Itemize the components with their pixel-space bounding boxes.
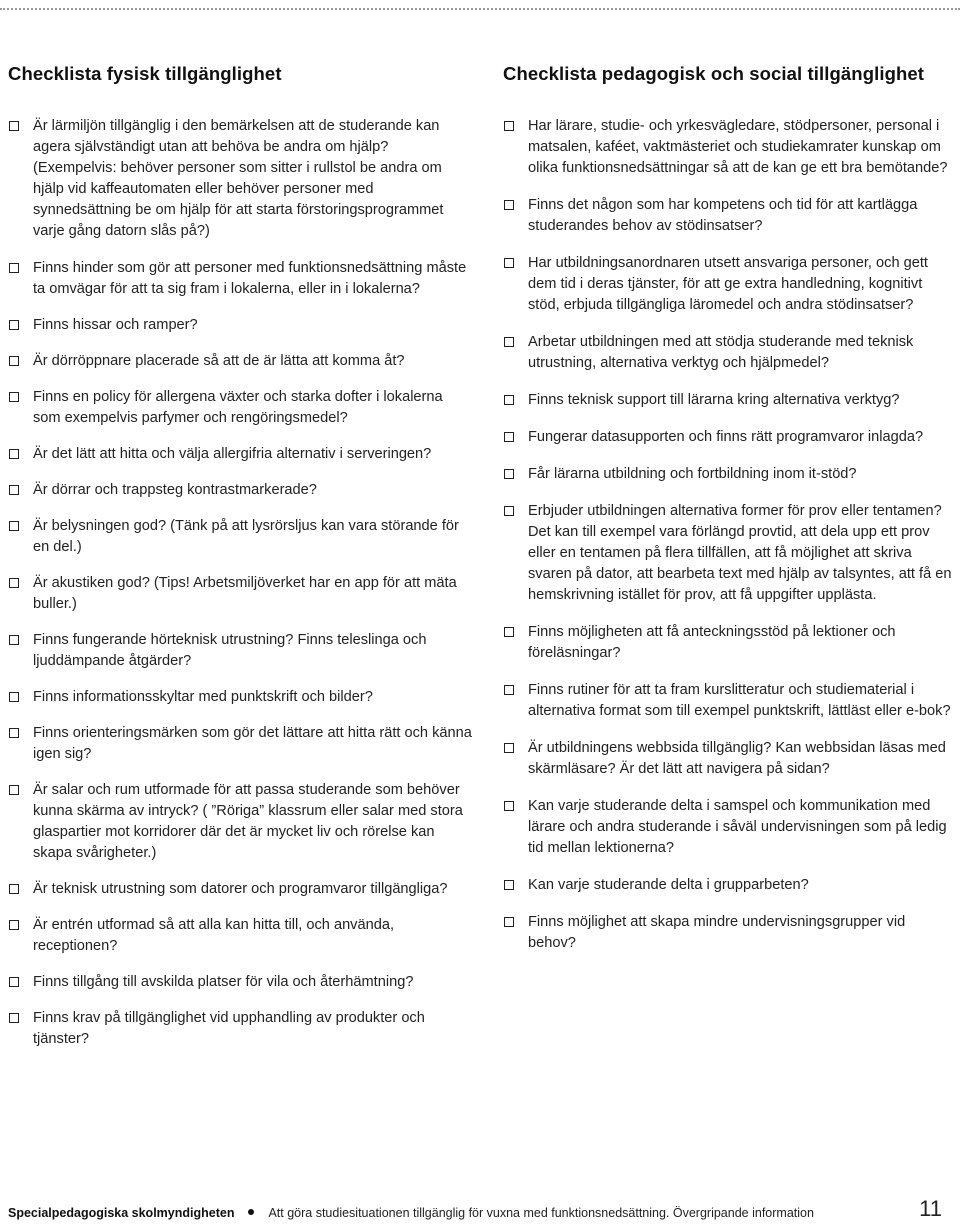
checkbox-icon[interactable] [9,977,19,987]
physical-checklist-item[interactable] [8,630,473,672]
footer-bullet-icon [248,1209,254,1215]
pedagogical-checklist-item[interactable] [503,464,953,485]
checklist-item-text: Är salar och rum utformade för att passa studerande som behöver kunna skärma av intryck? ( ”Röriga” klassrum eller salar med stora glaspartier mot korridorer där det är mycket liv och rörelse kan skapa svårigheter.) [33,782,463,861]
pedagogical-checklist-item[interactable] [503,116,953,179]
page-number: 11 [919,1196,942,1221]
checkbox-icon[interactable] [9,263,19,273]
checklist-item-text: Fungerar datasupporten och finns rätt programvaror inlagda? [528,429,924,445]
checkbox-icon[interactable] [9,635,19,645]
physical-checklist-item[interactable] [8,387,473,429]
checklist-item-text: Finns tillgång till avskilda platser för vila och återhämtning? [33,974,414,990]
checkbox-icon[interactable] [504,685,514,695]
checklist-item-text: Finns rutiner för att ta fram kurslitteratur och studiematerial i alternativa format som till exempel punktskrift, lättläst eller e-bok? [528,682,951,719]
pedagogical-checklist-item[interactable] [503,332,953,374]
pedagogical-checklist-item[interactable] [503,875,953,896]
checkbox-icon[interactable] [9,578,19,588]
pedagogical-checklist-item[interactable] [503,195,953,237]
pedagogical-checklist-item[interactable] [503,390,953,411]
checklist-item-text: Finns en policy för allergena växter och starka dofter i lokalerna som exempelvis parfymer och rengöringsmedel? [33,389,443,426]
physical-checklist-item[interactable] [8,116,473,242]
physical-checklist-item[interactable] [8,480,473,501]
pedagogical-checklist-item[interactable] [503,622,953,664]
physical-checklist-items [8,116,473,1050]
checklist-item-text: Är entrén utformad så att alla kan hitta till, och använda, receptionen? [33,917,394,954]
physical-checklist-item[interactable] [8,444,473,465]
pedagogical-social-checklist [503,60,953,970]
checklist-item-text: Finns möjligheten att få anteckningsstöd på lektioner och föreläsningar? [528,624,896,661]
footer-organization: Specialpedagogiska skolmyndigheten [8,1206,235,1220]
checkbox-icon[interactable] [504,917,514,927]
physical-checklist-title: Checklista fysisk tillgänglighet [8,63,282,84]
checkbox-icon[interactable] [9,449,19,459]
checkbox-icon[interactable] [504,258,514,268]
physical-checklist-item[interactable] [8,315,473,336]
physical-checklist-item[interactable] [8,258,473,300]
checklist-item-text: Är dörrar och trappsteg kontrastmarkerade? [33,482,317,498]
checkbox-icon[interactable] [9,320,19,330]
checklist-item-text: Är det lätt att hitta och välja allergifria alternativ i serveringen? [33,446,432,462]
pedagogical-checklist-item[interactable] [503,796,953,859]
checklist-item-text: Finns teknisk support till lärarna kring alternativa verktyg? [528,392,900,408]
checklist-item-text: Finns hinder som gör att personer med funktionsnedsättning måste ta omvägar för att ta sig fram i lokalerna, eller in i lokalerna? [33,260,467,297]
physical-checklist-item[interactable] [8,1008,473,1050]
checklist-item-text: Finns fungerande hörteknisk utrustning? Finns teleslinga och ljuddämpande åtgärder? [33,632,427,669]
checkbox-icon[interactable] [9,920,19,930]
checklist-item-text: Är lärmiljön tillgänglig i den bemärkelsen att de studerande kan agera självständigt utan att behöva be andra om hjälp? (Exempelvis: behöver personer som sitter i rullstol be andra om hjälp vid kaffeautomaten eller behöver personer med synnedsättning be om hjälp för att starta förstoringsprogrammet varje gång datorn slås på?) [33,118,444,239]
checklist-item-text: Är dörröppnare placerade så att de är lätta att komma åt? [33,353,405,369]
checklist-item-text: Får lärarna utbildning och fortbildning inom it-stöd? [528,466,857,482]
pedagogical-checklist-item[interactable] [503,912,953,954]
checkbox-icon[interactable] [9,485,19,495]
physical-checklist-item[interactable] [8,915,473,957]
checklist-item-text: Är akustiken god? (Tips! Arbetsmiljöverket har en app för att mäta buller.) [33,575,457,612]
checkbox-icon[interactable] [504,743,514,753]
physical-checklist-item[interactable] [8,687,473,708]
checkbox-icon[interactable] [504,432,514,442]
checkbox-icon[interactable] [9,392,19,402]
checklist-item-text: Arbetar utbildningen med att stödja studerande med teknisk utrustning, alternativa verktyg och hjälpmedel? [528,334,914,371]
checklist-item-text: Erbjuder utbildningen alternativa former för prov eller tentamen? Det kan till exempel vara förlängd provtid, att dela upp ett prov eller en tentamen på flera tillfällen, att få möjlighet att skriva svaren på dator, att bearbeta text med hjälp av talsyntes, att få en hemskrivning istället för prov, att få uppgifter upplästa. [528,503,952,603]
footer-document-title: Att göra studiesituationen tillgänglig för vuxna med funktionsnedsättning. Övergripande information [268,1206,814,1220]
pedagogical-checklist-item[interactable] [503,501,953,606]
physical-checklist-item[interactable] [8,516,473,558]
physical-checklist-item[interactable] [8,351,473,372]
checkbox-icon[interactable] [9,521,19,531]
checkbox-icon[interactable] [9,1013,19,1023]
checkbox-icon[interactable] [504,627,514,637]
checklist-item-text: Är utbildningens webbsida tillgänglig? Kan webbsidan läsas med skärmläsare? Är det lätt att navigera på sidan? [528,740,946,777]
checkbox-icon[interactable] [504,801,514,811]
checkbox-icon[interactable] [9,728,19,738]
checklist-item-text: Finns informationsskyltar med punktskrift och bilder? [33,689,373,705]
top-dotted-rule [0,0,960,10]
checklist-item-text: Har utbildningsanordnaren utsett ansvariga personer, och gett dem tid i deras tjänster, för att ge extra handledning, kognitivt stöd, erbjuda tillgängliga läromedel och andra stödinsatser? [528,255,928,313]
pedagogical-checklist-item[interactable] [503,738,953,780]
checklist-item-text: Kan varje studerande delta i grupparbeten? [528,877,809,893]
checkbox-icon[interactable] [504,469,514,479]
checklist-item-text: Finns krav på tillgänglighet vid upphandling av produkter och tjänster? [33,1010,425,1047]
checklist-item-text: Finns hissar och ramper? [33,317,198,333]
checkbox-icon[interactable] [504,506,514,516]
checklist-item-text: Finns orienteringsmärken som gör det lättare att hitta rätt och känna igen sig? [33,725,472,762]
checklist-item-text: Är belysningen god? (Tänk på att lysrörsljus kan vara störande för en del.) [33,518,459,555]
pedagogical-checklist-title: Checklista pedagogisk och social tillgänglighet [503,63,925,84]
pedagogical-checklist-item[interactable] [503,680,953,722]
physical-checklist-item[interactable] [8,780,473,864]
checklist-item-text: Har lärare, studie- och yrkesvägledare, stödpersoner, personal i matsalen, kaféet, vaktmästeriet och studiekamrater kunskap om olika funktionsnedsättningar så att de kan ge ett bra bemötande? [528,118,948,176]
checkbox-icon[interactable] [504,200,514,210]
physical-checklist-item[interactable] [8,573,473,615]
checklist-item-text: Är teknisk utrustning som datorer och programvaror tillgängliga? [33,881,448,897]
pedagogical-checklist-items [503,116,953,954]
checklist-item-text: Finns möjlighet att skapa mindre undervisningsgrupper vid behov? [528,914,906,951]
checkbox-icon[interactable] [9,356,19,366]
checkbox-icon[interactable] [504,880,514,890]
pedagogical-checklist-item[interactable] [503,253,953,316]
checkbox-icon[interactable] [504,337,514,347]
page-footer [8,1196,942,1220]
checkbox-icon[interactable] [9,121,19,131]
physical-checklist-item[interactable] [8,879,473,900]
physical-checklist-item[interactable] [8,723,473,765]
physical-accessibility-checklist [8,60,473,1065]
checkbox-icon[interactable] [504,121,514,131]
checkbox-icon[interactable] [504,395,514,405]
checkbox-icon[interactable] [9,785,19,795]
checkbox-icon[interactable] [9,884,19,894]
checklist-item-text: Finns det någon som har kompetens och tid för att kartlägga studerandes behov av stödinsatser? [528,197,918,234]
pedagogical-checklist-item[interactable] [503,427,953,448]
physical-checklist-item[interactable] [8,972,473,993]
checklist-item-text: Kan varje studerande delta i samspel och kommunikation med lärare och andra studerande i såväl undervisningen som på ledig tid mellan lektionerna? [528,798,947,856]
checkbox-icon[interactable] [9,692,19,702]
